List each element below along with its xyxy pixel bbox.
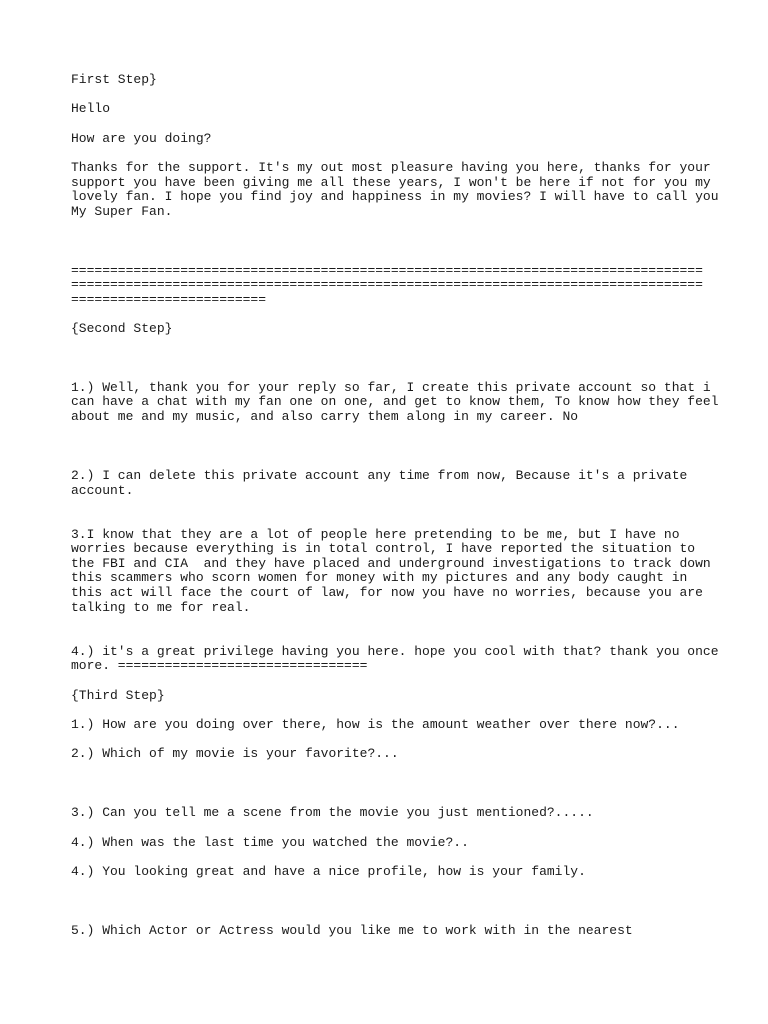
divider-line: ================================================================================= xyxy=(71,263,703,278)
step2-item3-line: this act will face the court of law, for now you have no worries, because you are xyxy=(71,585,703,600)
step2-item4-line: more. ================================ xyxy=(71,658,368,673)
thanks-paragraph-line: support you have been giving me all these years, I won't be here if not for you my xyxy=(71,175,711,190)
thanks-paragraph-line: lovely fan. I hope you find joy and happiness in my movies? I will have to call you xyxy=(71,189,719,204)
greeting-line: Hello xyxy=(71,101,111,116)
divider-line: ================================================================================= xyxy=(71,277,703,292)
step3-question-5: 4.) You looking great and have a nice profile, how is your family. xyxy=(71,864,586,879)
step3-question-4: 4.) When was the last time you watched the movie?.. xyxy=(71,835,469,850)
step1-heading: First Step} xyxy=(71,72,157,87)
step3-heading: {Third Step} xyxy=(71,688,165,703)
step3-question-3: 3.) Can you tell me a scene from the movie you just mentioned?..... xyxy=(71,805,594,820)
step3-question-2: 2.) Which of my movie is your favorite?... xyxy=(71,746,399,761)
step2-item3-line: worries because everything is in total control, I have reported the situation to xyxy=(71,541,696,556)
thanks-paragraph-line: My Super Fan. xyxy=(71,204,173,219)
step2-item1-line: 1.) Well, thank you for your reply so far, I create this private account so that i xyxy=(71,380,711,395)
step3-question-6: 5.) Which Actor or Actress would you like me to work with in the nearest xyxy=(71,923,633,938)
step2-item3-line: 3.I know that they are a lot of people here pretending to be me, but I have no xyxy=(71,527,680,542)
step2-item1-line: about me and my music, and also carry them along in my career. No xyxy=(71,409,579,424)
step3-question-1: 1.) How are you doing over there, how is the amount weather over there now?... xyxy=(71,717,680,732)
step2-heading: {Second Step} xyxy=(71,321,173,336)
thanks-paragraph-line: Thanks for the support. It's my out most pleasure having you here, thanks for your xyxy=(71,160,711,175)
question-line: How are you doing? xyxy=(71,131,212,146)
step2-item3-line: talking to me for real. xyxy=(71,600,251,615)
step2-item2-line: account. xyxy=(71,483,134,498)
step2-item2-line: 2.) I can delete this private account any time from now, Because it's a private xyxy=(71,468,688,483)
step2-item3-line: this scammers who scorn women for money with my pictures and any body caught in xyxy=(71,570,688,585)
step2-item3-line: the FBI and CIA and they have placed and underground investigations to track down xyxy=(71,556,711,571)
divider-line: ========================= xyxy=(71,292,267,307)
step2-item4-line: 4.) it's a great privilege having you here. hope you cool with that? thank you once xyxy=(71,644,719,659)
step2-item1-line: can have a chat with my fan one on one, and get to know them, To know how they feel xyxy=(71,394,719,409)
